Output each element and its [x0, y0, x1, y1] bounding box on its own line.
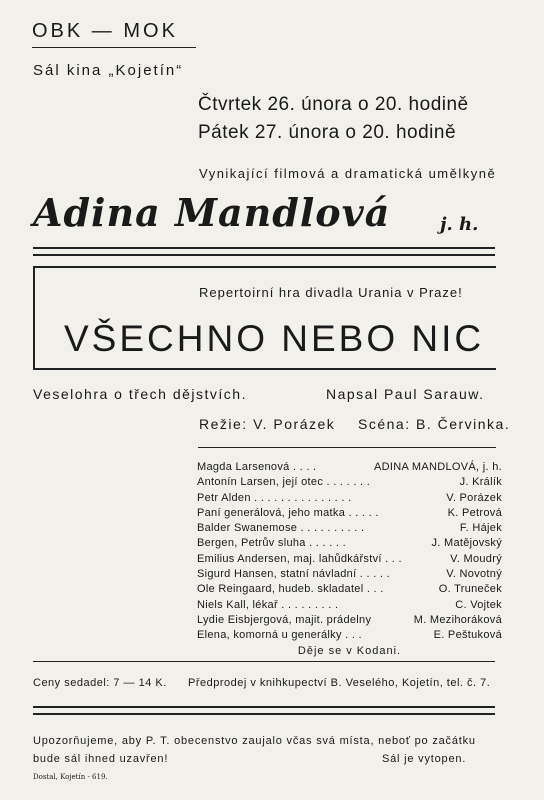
cast-actor: V. Porázek — [446, 491, 502, 504]
cast-actor: M. Mezihoráková — [413, 613, 502, 626]
cast-list — [197, 460, 502, 657]
cast-role: Elena, komorná u generálky . . . — [197, 629, 362, 642]
cast-row — [197, 552, 502, 567]
cast-role: Petr Alden . . . . . . . . . . . . . . . — [197, 491, 352, 504]
double-rule-bottom — [33, 706, 495, 715]
date-line-1: Čtvrtek 26. února o 20. hodině — [198, 94, 469, 115]
notice-line-2: bude sál ihned uzavřen! — [33, 753, 169, 765]
cast-actor: V. Moudrý — [450, 552, 502, 565]
play-title: VŠECHNO NEBO NIC — [64, 318, 485, 359]
cast-row — [197, 567, 502, 582]
prices-rule — [33, 661, 495, 662]
date-line-2: Pátek 27. února o 20. hodině — [198, 122, 457, 143]
venue: Sál kina „Kojetín“ — [33, 62, 184, 79]
cast-actor: O. Truneček — [438, 583, 502, 596]
cast-row — [197, 506, 502, 521]
repertoire-note: Repertoirní hra divadla Urania v Praze! — [199, 285, 463, 300]
cast-role: Balder Swanemose . . . . . . . . . . — [197, 522, 365, 535]
cast-row — [197, 628, 502, 643]
presale-info: Předprodej v knihkupectví B. Veselého, Kojetín, tel. č. 7. — [188, 677, 491, 689]
cast-role: Antonín Larsen, její otec . . . . . . . — [197, 476, 371, 489]
cast-role: Niels Kall, lékař . . . . . . . . . — [197, 598, 339, 611]
double-rule-top — [33, 247, 495, 256]
cast-rule — [198, 447, 496, 448]
cast-row — [197, 475, 502, 490]
cast-role: Ole Reingaard, hudeb. skladatel . . . — [197, 583, 384, 596]
cast-row — [197, 491, 502, 506]
printer-imprint: Dostal, Kojetín - 619. — [33, 773, 108, 781]
cast-actor: K. Petrová — [447, 506, 502, 519]
cast-role: Emilius Andersen, maj. lahůdkářství . . . — [197, 552, 402, 565]
cast-row — [197, 613, 502, 628]
notice-line-1: Upozorňujeme, aby P. T. obecenstvo zaujalo včas svá místa, neboť po začátku — [33, 735, 476, 747]
cast-actor: C. Vojtek — [455, 598, 502, 611]
cast-row — [197, 598, 502, 613]
ticket-prices: Ceny sedadel: 7 — 14 K. — [33, 677, 167, 689]
cast-row — [197, 582, 502, 597]
setting-line: Děje se v Kodani. — [297, 644, 402, 657]
cast-role: Paní generálová, jeho matka . . . . . — [197, 506, 379, 519]
play-genre: Veselohra o třech dějstvích. — [33, 386, 247, 402]
cast-actor: V. Novotný — [446, 568, 502, 581]
actress-subtitle: Vynikající filmová a dramatická umělkyně — [199, 166, 497, 181]
cast-role: Lydie Eisbjergová, majit. prádelny — [197, 613, 372, 626]
cast-role: Magda Larsenová . . . . — [197, 461, 317, 473]
cast-role: Bergen, Petrův sluha . . . . . . — [197, 537, 347, 550]
cast-actor: J. Matějovský — [431, 537, 502, 550]
actress-suffix: j. h. — [440, 214, 479, 235]
cast-row — [197, 536, 502, 551]
play-director: Režie: V. Porázek — [199, 416, 336, 432]
cast-actor: J. Králík — [459, 476, 502, 489]
cast-actor: E. Peštuková — [433, 629, 502, 642]
notice-line-2-right: Sál je vytopen. — [382, 753, 467, 765]
organizers-heading: OBK — MOK — [32, 20, 178, 42]
play-scenery: Scéna: B. Červinka. — [358, 416, 511, 432]
cast-actor: F. Hájek — [459, 522, 502, 535]
header-rule — [32, 47, 196, 48]
actress-name: Adina Mandlová — [33, 190, 391, 235]
play-author: Napsal Paul Sarauw. — [326, 386, 485, 402]
cast-role: Sigurd Hansen, statní návladní . . . . . — [197, 568, 390, 581]
cast-actor: ADINA MANDLOVÁ, j. h. — [374, 461, 502, 473]
cast-row — [197, 460, 502, 475]
cast-row — [197, 521, 502, 536]
